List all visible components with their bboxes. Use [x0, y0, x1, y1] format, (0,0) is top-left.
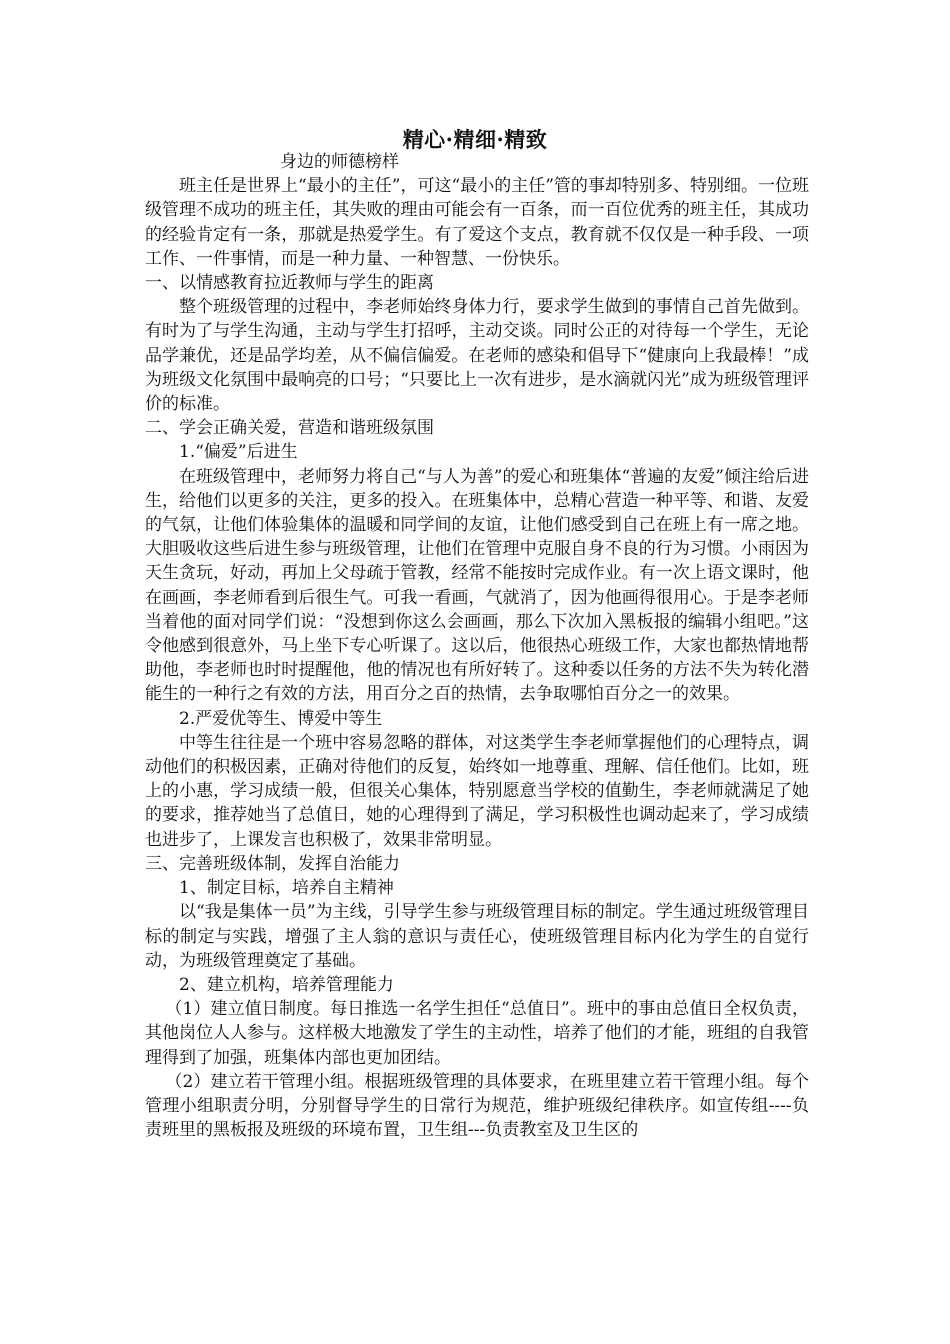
- section-heading-1: 一、以情感教育拉近教师与学生的距离: [145, 273, 434, 294]
- section-heading-2: 二、学会正确关爱，营造和谐班级氛围: [145, 418, 434, 439]
- item-2-paragraph: （2）建立若干管理小组。根据班级管理的具体要求，在班里建立若干管理小组。每个管理小组职责分明，分别督导学生的日常行为规范，维护班级纪律秩序。如宣传组----负责班里的黑板报及班级的环境布置，卫生组---负责教室及卫生区的: [145, 1071, 809, 1141]
- subsection-2-1-paragraph: 在班级管理中，老师努力将自己“与人为善”的爱心和班集体“普遍的友爱”倾注给后进生，给他们以更多的关注，更多的投入。在班集体中，总精心营造一种平等、和谐、友爱的气氛，让他们体验集体的温暖和同学间的友谊，让他们感受到自己在班上有一席之地。大胆吸收这些后进生参与班级管理，让他们在管理中克服自身不良的行为习惯。小雨因为天生贪玩，好动，再加上父母疏于管教，经常不能按时完成作业。有一次上语文课时，他在画画，李老师看到后很生气。可我一看画，气就消了，因为他画得很用心。于是李老师当着他的面对同学们说：“没想到你这么会画画，那么下次加入黑板报的编辑小组吧。”这令他感到很意外，马上坐下专心听课了。这以后，他很热心班级工作，大家也都热情地帮助他，李老师也时时提醒他，他的情况也有所好转了。这种委以任务的方法不失为转化潜能生的一种行之有效的方法，用百分之百的热情，去争取哪怕百分之一的效果。: [145, 466, 809, 705]
- section-heading-3: 三、完善班级体制，发挥自治能力: [145, 853, 400, 874]
- section-1-paragraph: 整个班级管理的过程中，李老师始终身体力行，要求学生做到的事情自己首先做到。有时为了与学生沟通，主动与学生打招呼，主动交谈。同时公正的对待每一个学生，无论品学兼优，还是品学均差，从不偏信偏爱。在老师的感染和倡导下“健康向上我最棒！”成为班级文化氛围中最响亮的口号；“只要比上一次有进步，是水滴就闪光”成为班级管理评价的标准。: [145, 297, 809, 415]
- subsection-3-1-paragraph: 以“我是集体一员”为主线，引导学生参与班级管理目标的制定。学生通过班级管理目标的制定与实践，增强了主人翁的意识与责任心，使班级管理目标内化为学生的自觉行动，为班级管理奠定了基础。: [145, 902, 809, 971]
- document-title: 精心·精细·精致: [402, 127, 548, 152]
- document-subtitle: 身边的师德榜样: [280, 152, 399, 172]
- subheading-3-1: 1、制定目标，培养自主精神: [179, 878, 394, 899]
- item-1-paragraph: （1）建立值日制度。每日推选一名学生担任“总值日”。班中的事由总值日全权负责，其他岗位人人参与。这样极大地激发了学生的主动性，培养了他们的才能，班组的自我管理得到了加强，班集体内部也更加团结。: [145, 999, 809, 1068]
- document-body: [145, 150, 809, 1142]
- subheading-2-1: 1.“偏爱”后进生: [179, 442, 298, 463]
- intro-paragraph: 班主任是世界上“最小的主任”，可这“最小的主任”管的事却特别多、特别细。一位班级管理不成功的班主任，其失败的理由可能会有一百条，而一百位优秀的班主任，其成功的经验肯定有一条，那就是热爱学生。有了爱这个支点，教育就不仅仅是一种手段、一项工作、一件事情，而是一种力量、一种智慧、一份快乐。: [145, 176, 809, 269]
- subheading-3-2: 2、建立机构，培养管理能力: [179, 974, 394, 995]
- subheading-2-2: 2.严爱优等生、博爱中等生: [179, 708, 383, 729]
- subsection-2-2-paragraph: 中等生往往是一个班中容易忽略的群体，对这类学生李老师掌握他们的心理特点，调动他们的积极因素，正确对待他们的反复，始终如一地尊重、理解、信任他们。比如，班上的小惠，学习成绩一般，但很关心集体，特别愿意当学校的值勤生，李老师就满足了她的要求，推荐她当了总值日，她的心理得到了满足，学习积极性也调动起来了，学习成绩也进步了，上课发言也积极了，效果非常明显。: [145, 732, 809, 850]
